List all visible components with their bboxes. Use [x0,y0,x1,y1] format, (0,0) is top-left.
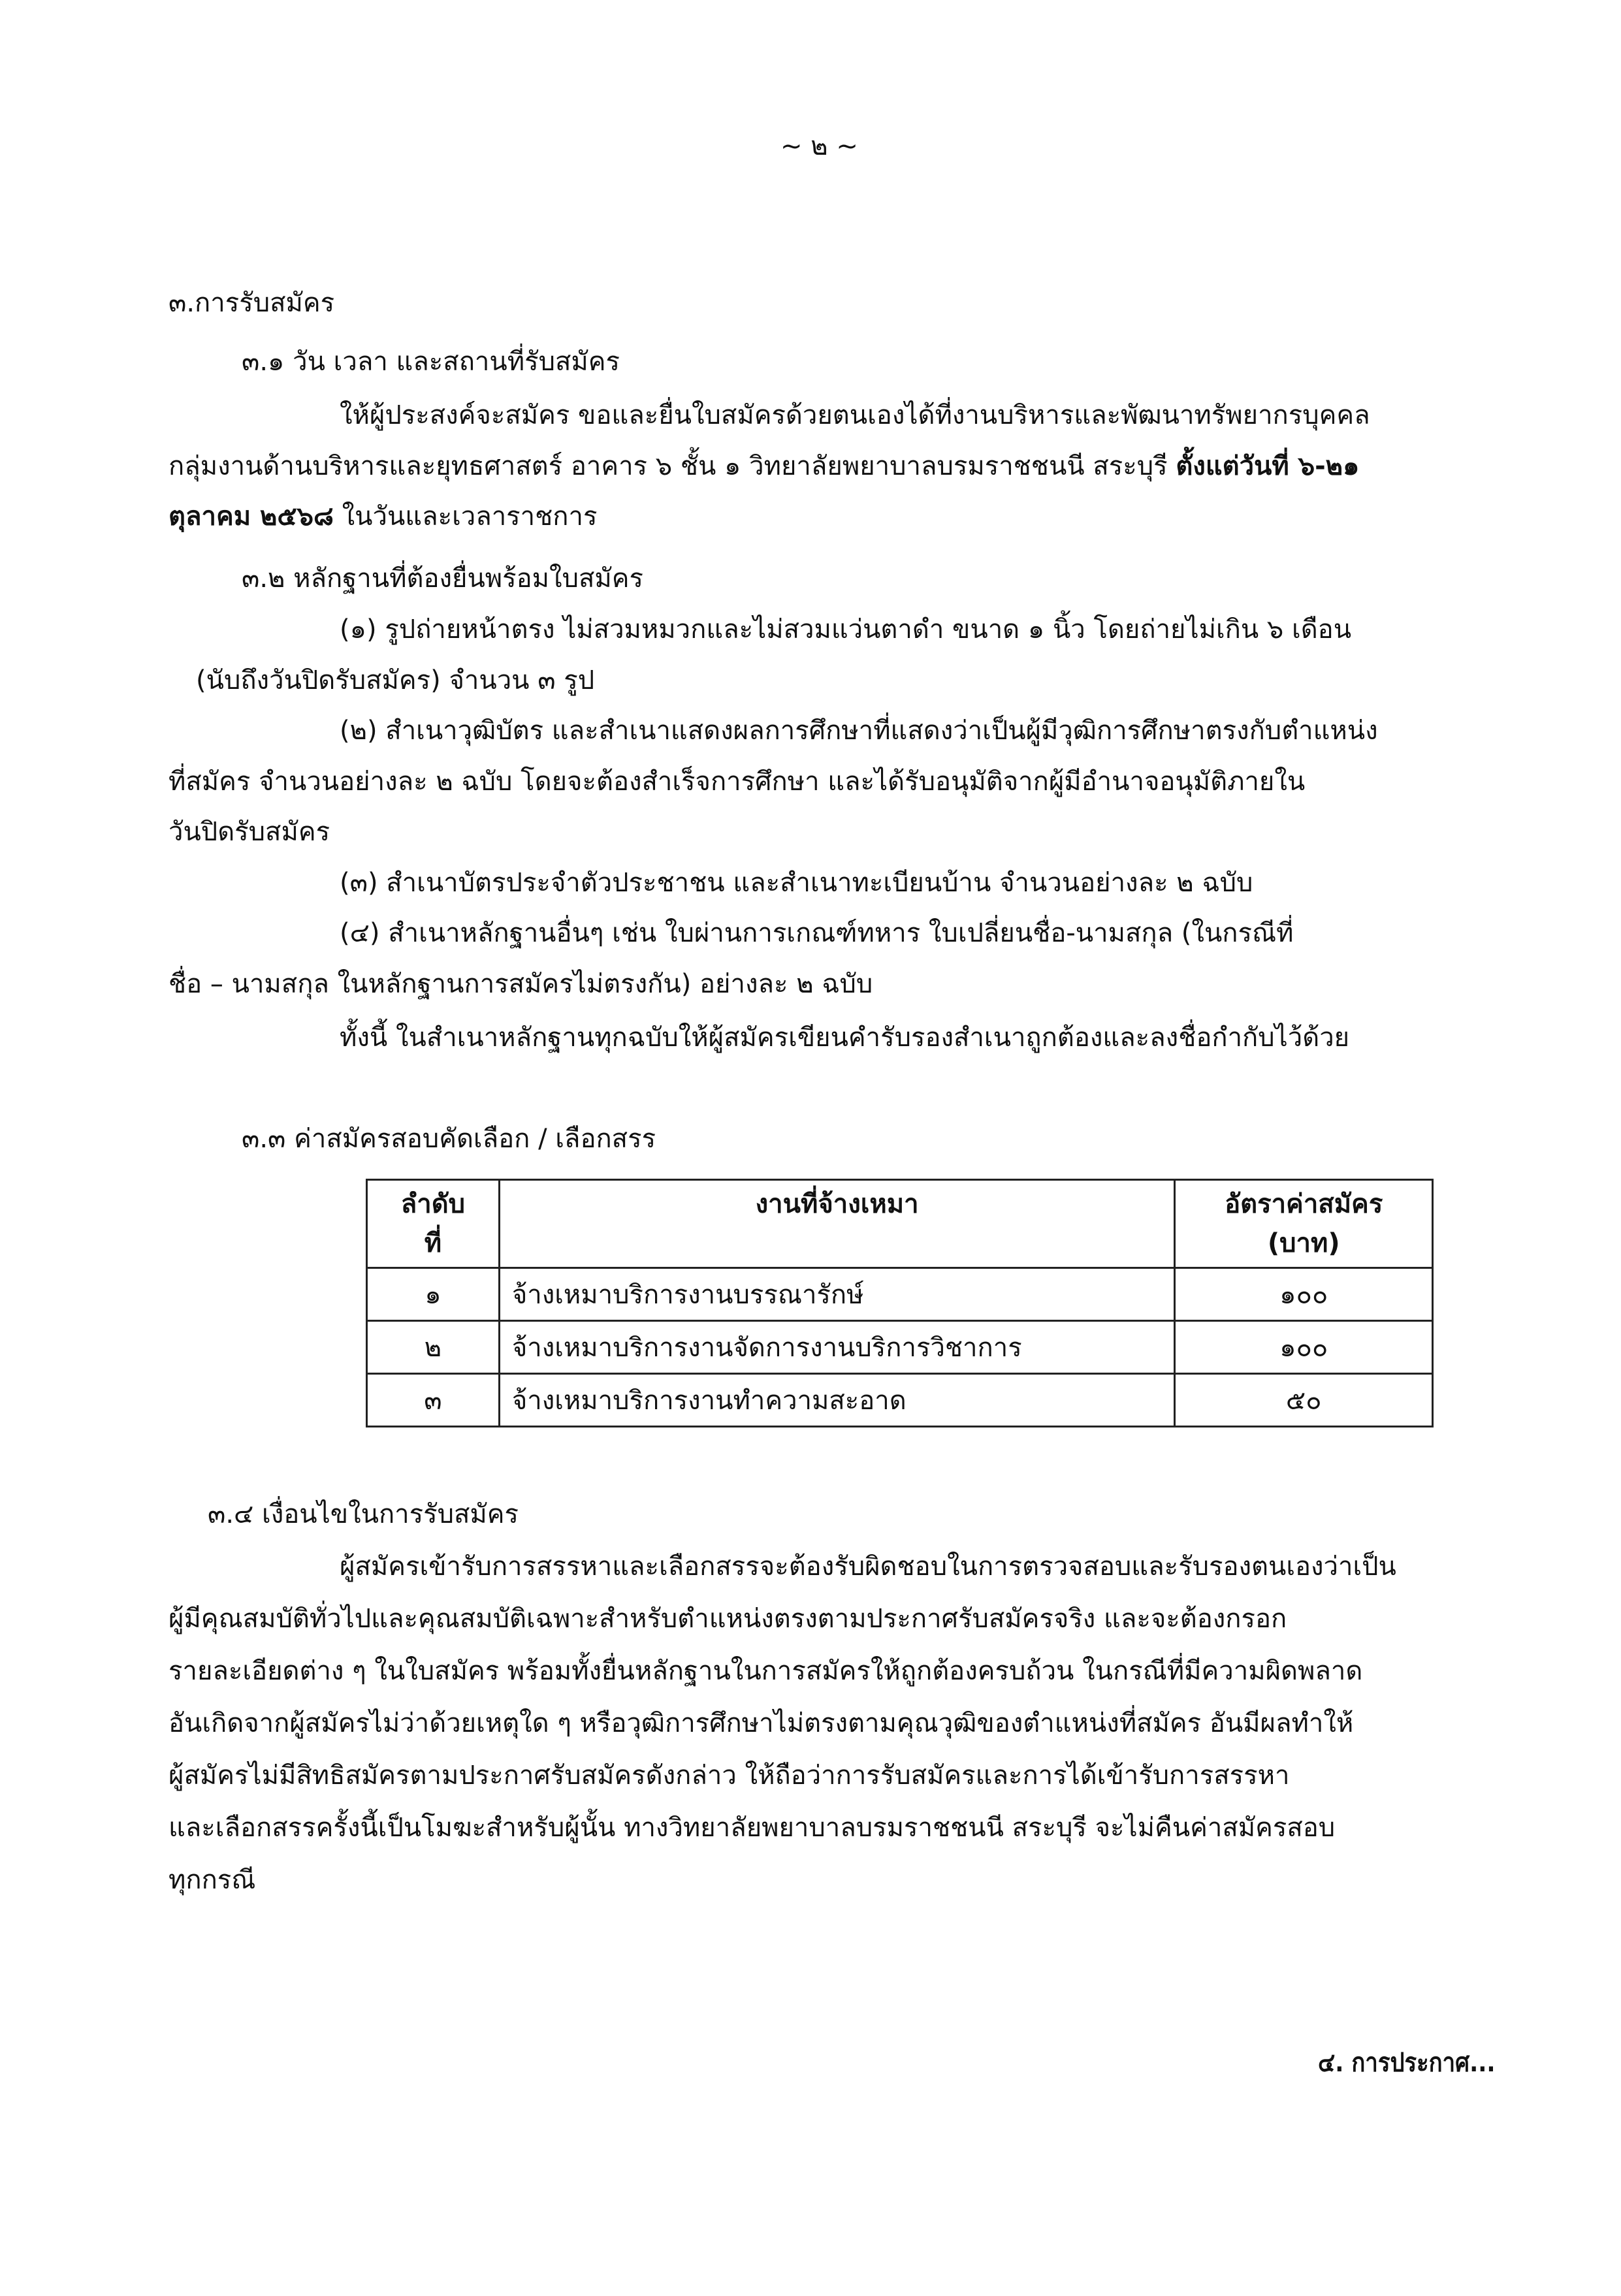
row-fee: ๑๐๐ [1175,1321,1433,1374]
table-row [367,1268,1433,1321]
date-month-bold: ตุลาคม ๒๕๖๘ [169,502,334,532]
col-header-idx [367,1180,500,1268]
doc-item-2-line-3: วันปิดรับสมัคร [169,817,330,847]
row-fee: ๑๐๐ [1175,1268,1433,1321]
section-3-4-heading: ๓.๔ เงื่อนไขในการรับสมัคร [208,1499,519,1529]
row-job: จ้างเหมาบริการงานจัดการงานบริการวิชาการ [499,1321,1175,1374]
section-3-4-line-5: ผู้สมัครไม่มีสิทธิสมัครตามประกาศรับสมัครดังกล่าว ให้ถือว่าการรับสมัครและการได้เข้ารับการสรรหา [169,1761,1290,1791]
row-job: จ้างเหมาบริการงานทำความสะอาด [499,1374,1175,1427]
col-header-idx-line-2: ที่ [424,1228,442,1258]
section-3-1-line-3 [169,501,597,532]
table-row [367,1374,1433,1427]
doc-item-1-line-2: (นับถึงวันปิดรับสมัคร) จำนวน ๓ รูป [196,665,595,695]
date-range-bold: ตั้งแต่วันที่ ๖-๒๑ [1176,451,1360,481]
row-index: ๒ [367,1321,500,1374]
col-header-fee-line-1: อัตราค่าสมัคร [1225,1189,1383,1219]
section-3-2-heading: ๓.๒ หลักฐานที่ต้องยื่นพร้อมใบสมัคร [242,564,643,594]
certify-note: ทั้งนี้ ในสำเนาหลักฐานทุกฉบับให้ผู้สมัครเขียนคำรับรองสำเนาถูกต้องและลงชื่อกำกับไว้ด้วย [340,1023,1350,1053]
row-index: ๑ [367,1268,500,1321]
col-header-fee [1175,1180,1433,1268]
location-text: กลุ่มงานด้านบริหารและยุทธศาสตร์ อาคาร ๖ ชั้น ๑ วิทยาลัยพยาบาลบรมราชชนนี สระบุรี [169,451,1168,481]
doc-item-2-line-2: ที่สมัคร จำนวนอย่างละ ๒ ฉบับ โดยจะต้องสำเร็จการศึกษา และได้รับอนุมัติจากผู้มีอำนาจอนุมัติภายใน [169,767,1306,797]
fee-table [366,1179,1434,1427]
col-header-fee-line-2: (บาท) [1267,1228,1340,1258]
section-3-1-line-2 [169,451,1359,482]
page-number: ~ ๒ ~ [780,131,858,161]
section-3-4-line-7: ทุกกรณี [169,1865,256,1895]
table-row [367,1321,1433,1374]
section-3-1-line-1: ให้ผู้ประสงค์จะสมัคร ขอและยื่นใบสมัครด้วยตนเองได้ที่งานบริหารและพัฒนาทรัพยากรบุคคล [340,400,1370,430]
row-fee: ๕๐ [1175,1374,1433,1427]
col-header-job: งานที่จ้างเหมา [499,1180,1175,1268]
section-3-4-line-1: ผู้สมัครเข้ารับการสรรหาและเลือกสรรจะต้องรับผิดชอบในการตรวจสอบและรับรองตนเองว่าเป็น [340,1552,1396,1582]
section-3-4-line-2: ผู้มีคุณสมบัติทั่วไปและคุณสมบัติเฉพาะสำหรับตำแหน่งตรงตามประกาศรับสมัครจริง และจะต้องกรอก [169,1604,1287,1634]
doc-item-4-line-2: ชื่อ – นามสกุล ในหลักฐานการสมัครไม่ตรงกัน) อย่างละ ๒ ฉบับ [169,969,873,999]
doc-item-1-line-1: (๑) รูปถ่ายหน้าตรง ไม่สวมหมวกและไม่สวมแว่นตาดำ ขนาด ๑ นิ้ว โดยถ่ายไม่เกิน ๖ เดือน [340,614,1352,645]
row-index: ๓ [367,1374,500,1427]
next-page-reference: ๔. การประกาศ... [1318,2048,1496,2078]
section-3-4-line-4: อันเกิดจากผู้สมัครไม่ว่าด้วยเหตุใด ๆ หรือวุฒิการศึกษาไม่ตรงตามคุณวุฒิของตำแหน่งที่สมัคร อันมีผลทำให้ [169,1708,1354,1738]
fee-table-header [367,1180,1433,1268]
doc-item-3-line-1: (๓) สำเนาบัตรประจำตัวประชาชน และสำเนาทะเบียนบ้าน จำนวนอย่างละ ๒ ฉบับ [340,868,1253,898]
doc-item-4-line-1: (๔) สำเนาหลักฐานอื่นๆ เช่น ใบผ่านการเกณฑ์ทหาร ใบเปลี่ยนชื่อ-นามสกุล (ในกรณีที่ [340,918,1294,948]
section-3-heading: ๓.การรับสมัคร [169,288,335,318]
section-3-4-line-3: รายละเอียดต่าง ๆ ในใบสมัคร พร้อมทั้งยื่นหลักฐานในการสมัครให้ถูกต้องครบถ้วน ในกรณีที่มีความผิดพลาด [169,1656,1363,1686]
office-hours-text: ในวันและเวลาราชการ [342,502,598,532]
section-3-1-heading: ๓.๑ วัน เวลา และสถานที่รับสมัคร [242,347,620,377]
doc-item-2-line-1: (๒) สำเนาวุฒิบัตร และสำเนาแสดงผลการศึกษาที่แสดงว่าเป็นผู้มีวุฒิการศึกษาตรงกับตำแหน่ง [340,716,1378,746]
col-header-idx-line-1: ลำดับ [400,1189,466,1219]
section-3-4-line-6: และเลือกสรรครั้งนี้เป็นโมฆะสำหรับผู้นั้น ทางวิทยาลัยพยาบาลบรมราชชนนี สระบุรี จะไม่คืนค่าสมัครสอบ [169,1813,1336,1843]
section-3-3-heading: ๓.๓ ค่าสมัครสอบคัดเลือก / เลือกสรร [242,1124,656,1154]
row-job: จ้างเหมาบริการงานบรรณารักษ์ [499,1268,1175,1321]
